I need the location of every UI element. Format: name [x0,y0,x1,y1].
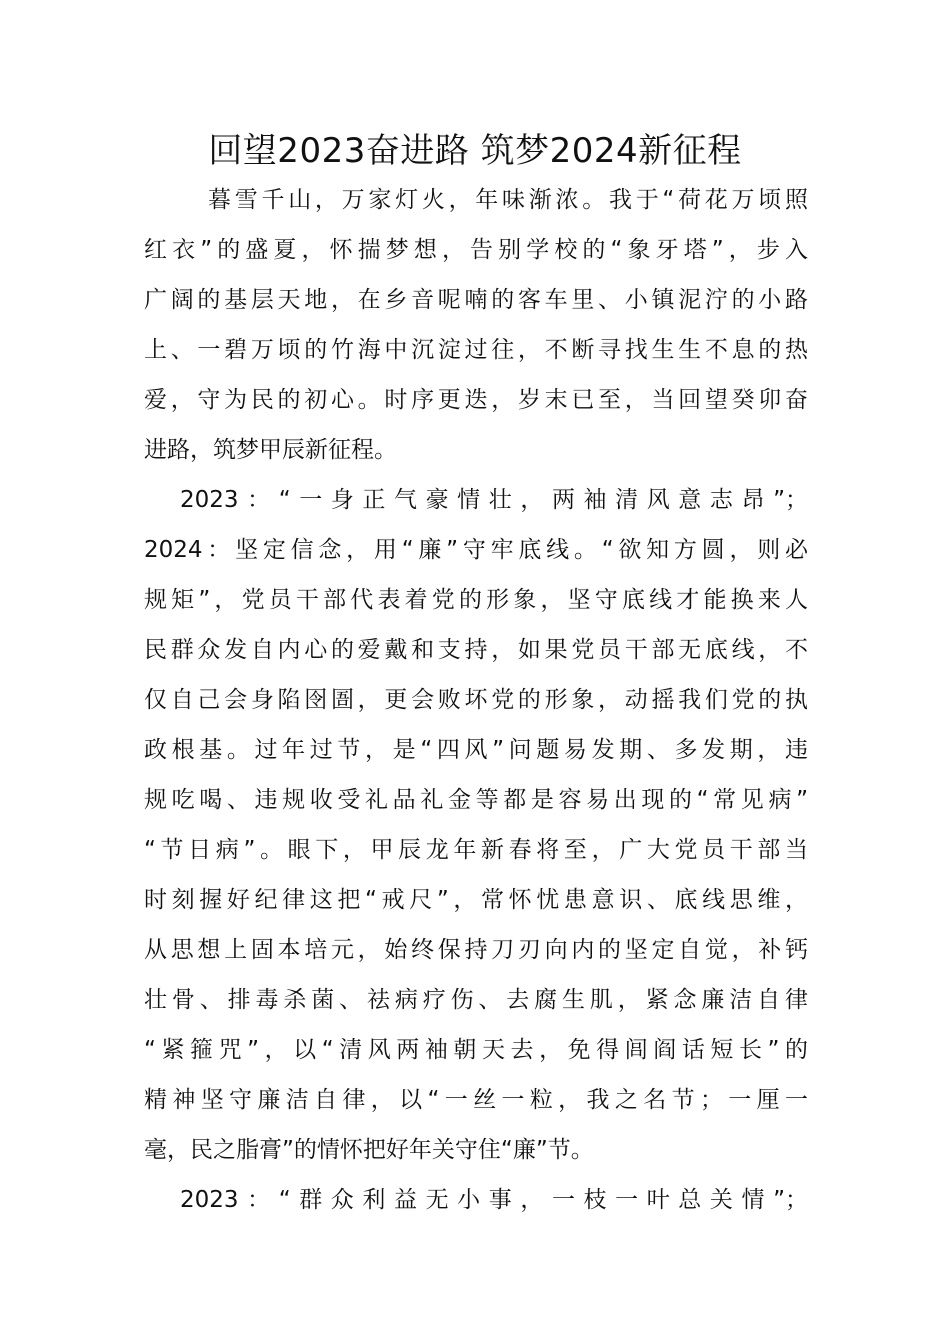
paragraph-1 [144,175,808,475]
text-line: 毫，民之脂膏”的情怀把好年关守住“廉”节。 [144,1137,594,1163]
text-line: 政根基。过年过节，是“四风”问题易发期、多发期，违 [144,737,808,763]
text-line: 时刻握好纪律这把“戒尺”，常怀忧患意识、底线思维， [144,887,808,913]
text-line: 民群众发自内心的爱戴和支持，如果党员干部无底线，不 [144,637,808,663]
text-line: 2023：“一身正气豪情壮，两袖清风意志昂”； [180,487,808,513]
text-line: 上、一碧万顷的竹海中沉淀过往，不断寻找生生不息的热 [144,337,808,363]
text-line: 壮骨、排毒杀菌、祛病疗伤、去腐生肌，紧念廉洁自律 [144,987,808,1013]
text-line: 规吃喝、违规收受礼品礼金等都是容易出现的“常见病” [144,787,808,813]
paragraph-2 [144,475,808,1175]
text-line: 暮雪千山，万家灯火，年味渐浓。我于“荷花万顷照 [208,187,808,213]
text-line: 规矩”，党员干部代表着党的形象，坚守底线才能换来人 [144,587,808,613]
text-line: 红衣”的盛夏，怀揣梦想，告别学校的“象牙塔”，步入 [144,237,808,263]
text-line: 爱，守为民的初心。时序更迭，岁末已至，当回望癸卯奋 [144,387,808,413]
text-line: 仅自己会身陷囹圄，更会败坏党的形象，动摇我们党的执 [144,687,808,713]
document-title: 回望2023奋进路 筑梦2024新征程 [208,131,742,171]
text-line: 2024：坚定信念，用“廉”守牢底线。“欲知方圆，则必 [144,537,808,563]
document-body [144,175,808,1225]
text-line: 2023：“群众利益无小事，一枝一叶总关情”； [180,1187,808,1213]
text-line: “节日病”。眼下，甲辰龙年新春将至，广大党员干部当 [144,837,808,863]
paragraph-3 [144,1175,808,1225]
text-line: “紧箍咒”，以“清风两袖朝天去，免得闾阎话短长”的 [144,1037,808,1063]
text-line: 广阔的基层天地，在乡音呢喃的客车里、小镇泥泞的小路 [144,287,808,313]
text-line: 从思想上固本培元，始终保持刀刃向内的坚定自觉，补钙 [144,937,808,963]
text-line: 精神坚守廉洁自律，以“一丝一粒，我之名节；一厘一 [144,1087,808,1113]
text-line: 进路，筑梦甲辰新征程。 [144,437,397,463]
